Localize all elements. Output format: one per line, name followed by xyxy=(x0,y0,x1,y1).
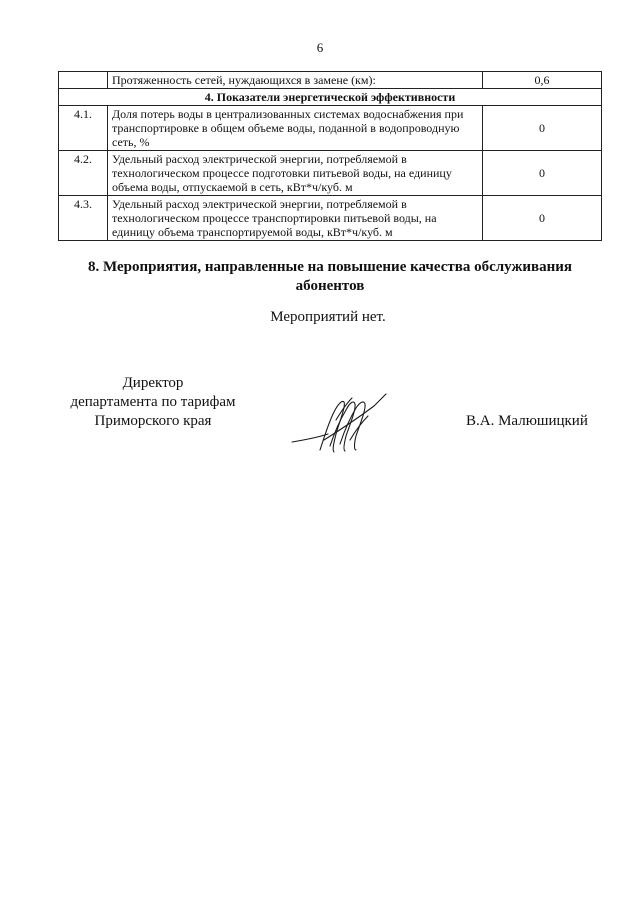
table-row xyxy=(59,151,602,196)
table-row xyxy=(59,196,602,241)
handwritten-signature xyxy=(290,380,390,460)
table-cell-name: Доля потерь воды в централизованных системах водоснабжения при транспортировке в общем объеме воды, поданной в водопроводную сеть, % xyxy=(108,106,483,151)
signer-title xyxy=(28,374,278,431)
signer-title-line: Директор xyxy=(122,375,184,391)
table-section-row xyxy=(59,89,602,106)
page-number: 6 xyxy=(316,40,324,55)
table-cell-pipe-length-label: Протяженность сетей, нуждающихся в замене (км): xyxy=(108,72,483,89)
measures-heading: 8. Мероприятия, направленные на повышение качества обслуживания абонентов xyxy=(87,259,572,294)
table-cell-num: 4.3. xyxy=(59,196,108,241)
signer-title-line: департамента по тарифам xyxy=(70,394,236,410)
table-cell-num: 4.1. xyxy=(59,106,108,151)
table-cell-pipe-length-value: 0,6 xyxy=(483,72,602,89)
table-cell-num-empty xyxy=(59,72,108,89)
table-cell-name: Удельный расход электрической энергии, потребляемой в технологическом процессе транспортировки питьевой воды, на единицу объема транспортируемой воды, кВт*ч/куб. м xyxy=(108,196,483,241)
measures-text: Мероприятий нет. xyxy=(270,309,386,325)
table-cell-value: 0 xyxy=(483,196,602,241)
signer-title-line: Приморского края xyxy=(94,413,212,429)
table-cell-value: 0 xyxy=(483,106,602,151)
signer-name: В.А. Малюшицкий xyxy=(466,413,588,429)
table-cell-name: Удельный расход электрической энергии, потребляемой в технологическом процессе подготовки питьевой воды, на единицу объема воды, отпускаемой в сеть, кВт*ч/куб. м xyxy=(108,151,483,196)
table-section-title: 4. Показатели энергетической эффективности xyxy=(59,89,602,106)
indicators-table xyxy=(58,71,602,241)
table-cell-num: 4.2. xyxy=(59,151,108,196)
table-cell-value: 0 xyxy=(483,151,602,196)
table-row xyxy=(59,106,602,151)
table-row-pipe-length xyxy=(59,72,602,89)
